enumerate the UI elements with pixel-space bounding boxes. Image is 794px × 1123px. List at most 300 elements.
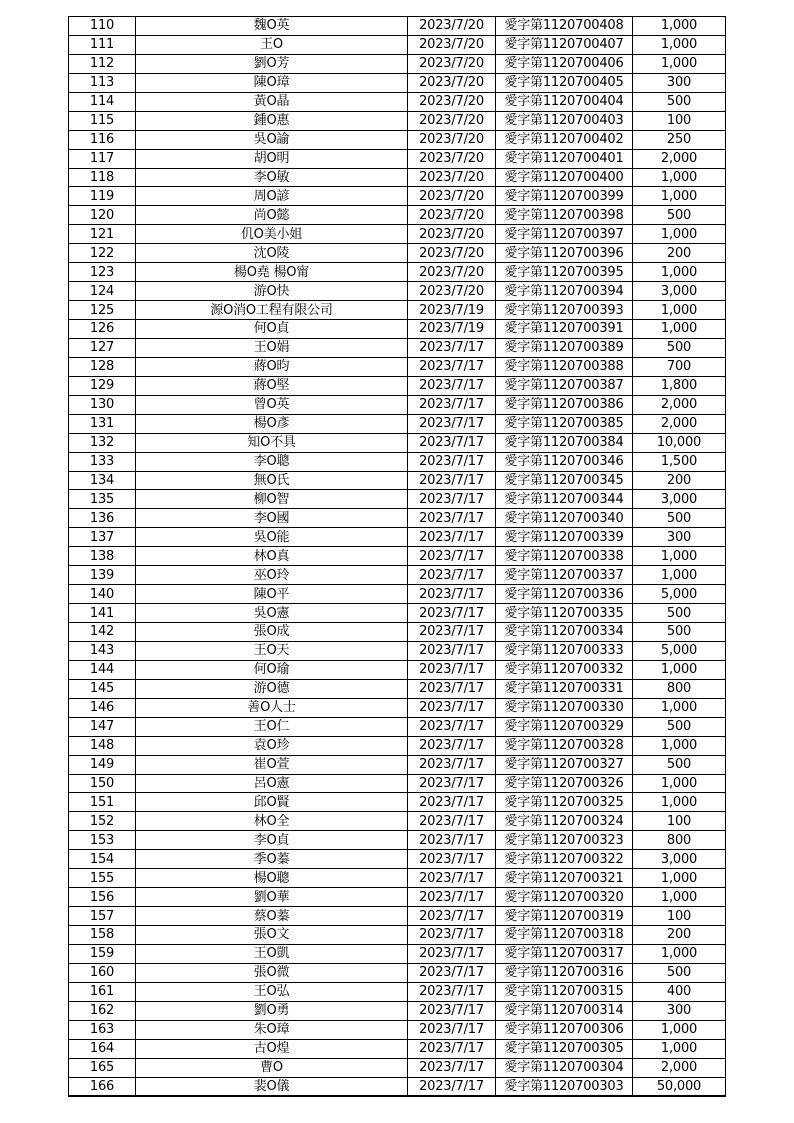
donation-date: 2023/7/17 [408, 698, 496, 717]
donation-date: 2023/7/17 [408, 604, 496, 623]
donation-date: 2023/7/20 [408, 206, 496, 225]
donor-name: 張O成 [136, 623, 408, 642]
receipt-number: 愛字第1120700397 [496, 225, 633, 244]
donation-amount: 1,000 [633, 263, 726, 282]
receipt-number: 愛字第1120700388 [496, 357, 633, 376]
donor-name: 何O瑜 [136, 660, 408, 679]
receipt-number: 愛字第1120700335 [496, 604, 633, 623]
row-number: 125 [69, 301, 136, 320]
receipt-number: 愛字第1120700323 [496, 831, 633, 850]
table-row [69, 907, 726, 926]
donation-amount: 700 [633, 357, 726, 376]
donation-amount: 1,000 [633, 660, 726, 679]
receipt-number: 愛字第1120700331 [496, 679, 633, 698]
receipt-number: 愛字第1120700408 [496, 17, 633, 36]
receipt-number: 愛字第1120700340 [496, 509, 633, 528]
donation-amount: 500 [633, 623, 726, 642]
table-row [69, 698, 726, 717]
row-number: 121 [69, 225, 136, 244]
table-row [69, 793, 726, 812]
row-number: 110 [69, 17, 136, 36]
donation-amount: 500 [633, 755, 726, 774]
donor-name: 游O德 [136, 679, 408, 698]
table-row [69, 774, 726, 793]
donation-amount: 500 [633, 604, 726, 623]
donation-amount: 500 [633, 92, 726, 111]
donation-date: 2023/7/17 [408, 982, 496, 1001]
donor-name: 季O蓁 [136, 850, 408, 869]
donation-date: 2023/7/17 [408, 869, 496, 888]
table-row [69, 111, 726, 130]
row-number: 131 [69, 414, 136, 433]
table-row [69, 338, 726, 357]
donation-amount: 800 [633, 831, 726, 850]
row-number: 148 [69, 736, 136, 755]
donation-amount: 1,000 [633, 736, 726, 755]
row-number: 145 [69, 679, 136, 698]
table-row [69, 395, 726, 414]
donor-name: 李O聰 [136, 452, 408, 471]
donor-name: 李O國 [136, 509, 408, 528]
table-row [69, 585, 726, 604]
table-row [69, 471, 726, 490]
donor-name: 劉O勇 [136, 1001, 408, 1020]
row-number: 119 [69, 187, 136, 206]
donation-amount: 2,000 [633, 1058, 726, 1077]
table-row [69, 509, 726, 528]
row-number: 124 [69, 282, 136, 301]
donation-date: 2023/7/17 [408, 585, 496, 604]
donor-name: 王O [136, 35, 408, 54]
receipt-number: 愛字第1120700306 [496, 1020, 633, 1039]
donation-date: 2023/7/17 [408, 1001, 496, 1020]
donation-date: 2023/7/17 [408, 793, 496, 812]
table-row [69, 168, 726, 187]
table-row [69, 1039, 726, 1058]
table-row [69, 225, 726, 244]
table-row [69, 282, 726, 301]
table-row [69, 831, 726, 850]
donation-amount: 3,000 [633, 282, 726, 301]
receipt-number: 愛字第1120700384 [496, 433, 633, 452]
donation-date: 2023/7/17 [408, 547, 496, 566]
row-number: 122 [69, 244, 136, 263]
receipt-number: 愛字第1120700316 [496, 963, 633, 982]
receipt-number: 愛字第1120700322 [496, 850, 633, 869]
row-number: 164 [69, 1039, 136, 1058]
receipt-number: 愛字第1120700339 [496, 528, 633, 547]
row-number: 112 [69, 54, 136, 73]
donation-amount: 50,000 [633, 1077, 726, 1096]
donor-name: 陳O平 [136, 585, 408, 604]
donor-name: 王O仁 [136, 717, 408, 736]
receipt-number: 愛字第1120700386 [496, 395, 633, 414]
table-row [69, 755, 726, 774]
receipt-number: 愛字第1120700389 [496, 338, 633, 357]
table-row [69, 206, 726, 225]
donation-date: 2023/7/20 [408, 263, 496, 282]
donation-amount: 5,000 [633, 641, 726, 660]
donor-name: 胡O明 [136, 149, 408, 168]
donation-amount: 5,000 [633, 585, 726, 604]
donor-name: 李O貞 [136, 831, 408, 850]
donor-name: 沈O陵 [136, 244, 408, 263]
receipt-number: 愛字第1120700404 [496, 92, 633, 111]
donor-name: 陳O璋 [136, 73, 408, 92]
row-number: 163 [69, 1020, 136, 1039]
donation-amount: 1,000 [633, 1039, 726, 1058]
donation-date: 2023/7/17 [408, 490, 496, 509]
donation-date: 2023/7/17 [408, 850, 496, 869]
row-number: 127 [69, 338, 136, 357]
donation-amount: 1,000 [633, 187, 726, 206]
donor-name: 吳O諭 [136, 130, 408, 149]
receipt-number: 愛字第1120700398 [496, 206, 633, 225]
donation-date: 2023/7/17 [408, 812, 496, 831]
row-number: 114 [69, 92, 136, 111]
donor-name: 楊O聰 [136, 869, 408, 888]
donation-amount: 400 [633, 982, 726, 1001]
row-number: 139 [69, 566, 136, 585]
donation-date: 2023/7/17 [408, 395, 496, 414]
donation-ledger-page [68, 16, 726, 1097]
table-row [69, 1058, 726, 1077]
donation-date: 2023/7/17 [408, 774, 496, 793]
donor-name: 尚O懿 [136, 206, 408, 225]
row-number: 154 [69, 850, 136, 869]
receipt-number: 愛字第1120700338 [496, 547, 633, 566]
donor-name: 源O消O工程有限公司 [136, 301, 408, 320]
table-row [69, 566, 726, 585]
donor-name: 呂O憲 [136, 774, 408, 793]
receipt-number: 愛字第1120700315 [496, 982, 633, 1001]
row-number: 113 [69, 73, 136, 92]
receipt-number: 愛字第1120700321 [496, 869, 633, 888]
donation-date: 2023/7/17 [408, 641, 496, 660]
donation-date: 2023/7/20 [408, 244, 496, 263]
table-row [69, 736, 726, 755]
donation-amount: 1,000 [633, 1020, 726, 1039]
row-number: 156 [69, 888, 136, 907]
receipt-number: 愛字第1120700320 [496, 888, 633, 907]
row-number: 116 [69, 130, 136, 149]
row-number: 159 [69, 944, 136, 963]
donation-amount: 2,000 [633, 395, 726, 414]
receipt-number: 愛字第1120700303 [496, 1077, 633, 1096]
donation-amount: 3,000 [633, 490, 726, 509]
donor-name: 周O諺 [136, 187, 408, 206]
table-row [69, 357, 726, 376]
row-number: 152 [69, 812, 136, 831]
donation-date: 2023/7/17 [408, 1020, 496, 1039]
donation-date: 2023/7/17 [408, 528, 496, 547]
donor-name: 袁O珍 [136, 736, 408, 755]
row-number: 150 [69, 774, 136, 793]
table-row [69, 944, 726, 963]
receipt-number: 愛字第1120700325 [496, 793, 633, 812]
donor-name: 崔O萱 [136, 755, 408, 774]
donation-date: 2023/7/20 [408, 149, 496, 168]
donation-date: 2023/7/20 [408, 111, 496, 130]
donor-name: 知O不具 [136, 433, 408, 452]
receipt-number: 愛字第1120700318 [496, 926, 633, 945]
row-number: 141 [69, 604, 136, 623]
receipt-number: 愛字第1120700399 [496, 187, 633, 206]
donation-amount: 1,000 [633, 35, 726, 54]
row-number: 140 [69, 585, 136, 604]
donor-name: 曾O英 [136, 395, 408, 414]
donation-amount: 2,000 [633, 414, 726, 433]
donor-name: 古O煌 [136, 1039, 408, 1058]
receipt-number: 愛字第1120700328 [496, 736, 633, 755]
receipt-number: 愛字第1120700391 [496, 320, 633, 339]
table-row [69, 1020, 726, 1039]
donation-amount: 300 [633, 73, 726, 92]
table-row [69, 244, 726, 263]
donation-date: 2023/7/17 [408, 963, 496, 982]
table-row [69, 982, 726, 1001]
donation-date: 2023/7/17 [408, 433, 496, 452]
row-number: 117 [69, 149, 136, 168]
donation-amount: 1,000 [633, 793, 726, 812]
donor-name: 邱O賢 [136, 793, 408, 812]
donation-amount: 1,000 [633, 869, 726, 888]
donation-amount: 1,800 [633, 376, 726, 395]
row-number: 144 [69, 660, 136, 679]
donation-date: 2023/7/17 [408, 1039, 496, 1058]
donor-name: 仉O美小姐 [136, 225, 408, 244]
donor-name: 蔣O昀 [136, 357, 408, 376]
donation-date: 2023/7/20 [408, 168, 496, 187]
table-row [69, 869, 726, 888]
donation-date: 2023/7/17 [408, 831, 496, 850]
donor-name: 林O真 [136, 547, 408, 566]
table-row [69, 149, 726, 168]
row-number: 137 [69, 528, 136, 547]
donation-date: 2023/7/20 [408, 187, 496, 206]
donation-date: 2023/7/17 [408, 1077, 496, 1096]
row-number: 134 [69, 471, 136, 490]
receipt-number: 愛字第1120700305 [496, 1039, 633, 1058]
donor-name: 何O貞 [136, 320, 408, 339]
donor-name: 王O凱 [136, 944, 408, 963]
row-number: 165 [69, 1058, 136, 1077]
donor-name: 蔣O堅 [136, 376, 408, 395]
donation-date: 2023/7/17 [408, 755, 496, 774]
donation-date: 2023/7/17 [408, 566, 496, 585]
row-number: 158 [69, 926, 136, 945]
donation-date: 2023/7/17 [408, 717, 496, 736]
donation-amount: 250 [633, 130, 726, 149]
donation-date: 2023/7/17 [408, 452, 496, 471]
donation-amount: 100 [633, 111, 726, 130]
row-number: 153 [69, 831, 136, 850]
donation-amount: 200 [633, 244, 726, 263]
receipt-number: 愛字第1120700396 [496, 244, 633, 263]
table-row [69, 926, 726, 945]
receipt-number: 愛字第1120700327 [496, 755, 633, 774]
receipt-number: 愛字第1120700344 [496, 490, 633, 509]
donation-date: 2023/7/17 [408, 679, 496, 698]
table-row [69, 1077, 726, 1096]
donor-name: 劉O華 [136, 888, 408, 907]
donor-name: 善O人士 [136, 698, 408, 717]
donation-amount: 500 [633, 717, 726, 736]
donation-date: 2023/7/20 [408, 92, 496, 111]
receipt-number: 愛字第1120700332 [496, 660, 633, 679]
receipt-number: 愛字第1120700330 [496, 698, 633, 717]
row-number: 135 [69, 490, 136, 509]
donor-name: 張O微 [136, 963, 408, 982]
donation-date: 2023/7/17 [408, 414, 496, 433]
table-row [69, 433, 726, 452]
donation-date: 2023/7/17 [408, 509, 496, 528]
row-number: 161 [69, 982, 136, 1001]
receipt-number: 愛字第1120700319 [496, 907, 633, 926]
receipt-number: 愛字第1120700334 [496, 623, 633, 642]
donation-amount: 500 [633, 338, 726, 357]
donation-date: 2023/7/17 [408, 736, 496, 755]
table-row [69, 130, 726, 149]
donation-date: 2023/7/17 [408, 907, 496, 926]
donor-name: 張O文 [136, 926, 408, 945]
receipt-number: 愛字第1120700345 [496, 471, 633, 490]
donor-name: 林O全 [136, 812, 408, 831]
receipt-number: 愛字第1120700402 [496, 130, 633, 149]
row-number: 157 [69, 907, 136, 926]
donation-amount: 1,000 [633, 168, 726, 187]
row-number: 142 [69, 623, 136, 642]
table-row [69, 604, 726, 623]
table-row [69, 92, 726, 111]
donation-amount: 10,000 [633, 433, 726, 452]
receipt-number: 愛字第1120700329 [496, 717, 633, 736]
row-number: 115 [69, 111, 136, 130]
donor-name: 曹O [136, 1058, 408, 1077]
donation-amount: 2,000 [633, 149, 726, 168]
donor-name: 蔡O蓁 [136, 907, 408, 926]
donation-amount: 100 [633, 907, 726, 926]
table-row [69, 301, 726, 320]
table-row [69, 54, 726, 73]
donation-amount: 500 [633, 509, 726, 528]
receipt-number: 愛字第1120700326 [496, 774, 633, 793]
table-row [69, 717, 726, 736]
donation-amount: 1,000 [633, 225, 726, 244]
donation-amount: 1,000 [633, 566, 726, 585]
receipt-number: 愛字第1120700395 [496, 263, 633, 282]
row-number: 146 [69, 698, 136, 717]
table-row [69, 17, 726, 36]
donor-name: 吳O憲 [136, 604, 408, 623]
row-number: 132 [69, 433, 136, 452]
receipt-number: 愛字第1120700317 [496, 944, 633, 963]
donation-amount: 300 [633, 528, 726, 547]
table-row [69, 452, 726, 471]
donation-amount: 1,000 [633, 17, 726, 36]
donation-date: 2023/7/20 [408, 17, 496, 36]
donation-date: 2023/7/20 [408, 225, 496, 244]
donation-amount: 1,000 [633, 320, 726, 339]
receipt-number: 愛字第1120700405 [496, 73, 633, 92]
row-number: 136 [69, 509, 136, 528]
donation-date: 2023/7/20 [408, 130, 496, 149]
receipt-number: 愛字第1120700401 [496, 149, 633, 168]
row-number: 166 [69, 1077, 136, 1096]
receipt-number: 愛字第1120700324 [496, 812, 633, 831]
receipt-number: 愛字第1120700385 [496, 414, 633, 433]
donor-name: 李O敏 [136, 168, 408, 187]
donation-date: 2023/7/17 [408, 338, 496, 357]
row-number: 160 [69, 963, 136, 982]
row-number: 151 [69, 793, 136, 812]
row-number: 155 [69, 869, 136, 888]
receipt-number: 愛字第1120700333 [496, 641, 633, 660]
row-number: 143 [69, 641, 136, 660]
row-number: 149 [69, 755, 136, 774]
row-number: 126 [69, 320, 136, 339]
donation-date: 2023/7/17 [408, 926, 496, 945]
donor-name: 楊O堯 楊O甯 [136, 263, 408, 282]
table-row [69, 850, 726, 869]
table-row [69, 547, 726, 566]
donation-date: 2023/7/17 [408, 357, 496, 376]
receipt-number: 愛字第1120700407 [496, 35, 633, 54]
donation-amount: 1,000 [633, 54, 726, 73]
donation-table-body [69, 17, 726, 1097]
row-number: 129 [69, 376, 136, 395]
row-number: 123 [69, 263, 136, 282]
donor-name: 朱O璋 [136, 1020, 408, 1039]
donation-amount: 1,000 [633, 774, 726, 793]
receipt-number: 愛字第1120700403 [496, 111, 633, 130]
donation-amount: 1,000 [633, 944, 726, 963]
donation-date: 2023/7/17 [408, 888, 496, 907]
table-row [69, 888, 726, 907]
table-row [69, 320, 726, 339]
receipt-number: 愛字第1120700336 [496, 585, 633, 604]
table-row [69, 414, 726, 433]
donor-name: 無O氏 [136, 471, 408, 490]
donation-date: 2023/7/17 [408, 471, 496, 490]
row-number: 118 [69, 168, 136, 187]
receipt-number: 愛字第1120700337 [496, 566, 633, 585]
donation-amount: 3,000 [633, 850, 726, 869]
donor-name: 魏O英 [136, 17, 408, 36]
donation-date: 2023/7/17 [408, 623, 496, 642]
donation-date: 2023/7/17 [408, 376, 496, 395]
table-row [69, 376, 726, 395]
donor-name: 吳O能 [136, 528, 408, 547]
donation-amount: 100 [633, 812, 726, 831]
receipt-number: 愛字第1120700314 [496, 1001, 633, 1020]
donation-date: 2023/7/19 [408, 301, 496, 320]
donation-date: 2023/7/20 [408, 73, 496, 92]
donation-date: 2023/7/17 [408, 660, 496, 679]
table-row [69, 623, 726, 642]
donor-name: 王O弘 [136, 982, 408, 1001]
table-row [69, 73, 726, 92]
donation-amount: 200 [633, 471, 726, 490]
donor-name: 鍾O惠 [136, 111, 408, 130]
row-number: 133 [69, 452, 136, 471]
donation-date: 2023/7/20 [408, 35, 496, 54]
table-row [69, 35, 726, 54]
table-row [69, 187, 726, 206]
donation-amount: 1,000 [633, 301, 726, 320]
table-row [69, 263, 726, 282]
donation-amount: 1,000 [633, 547, 726, 566]
